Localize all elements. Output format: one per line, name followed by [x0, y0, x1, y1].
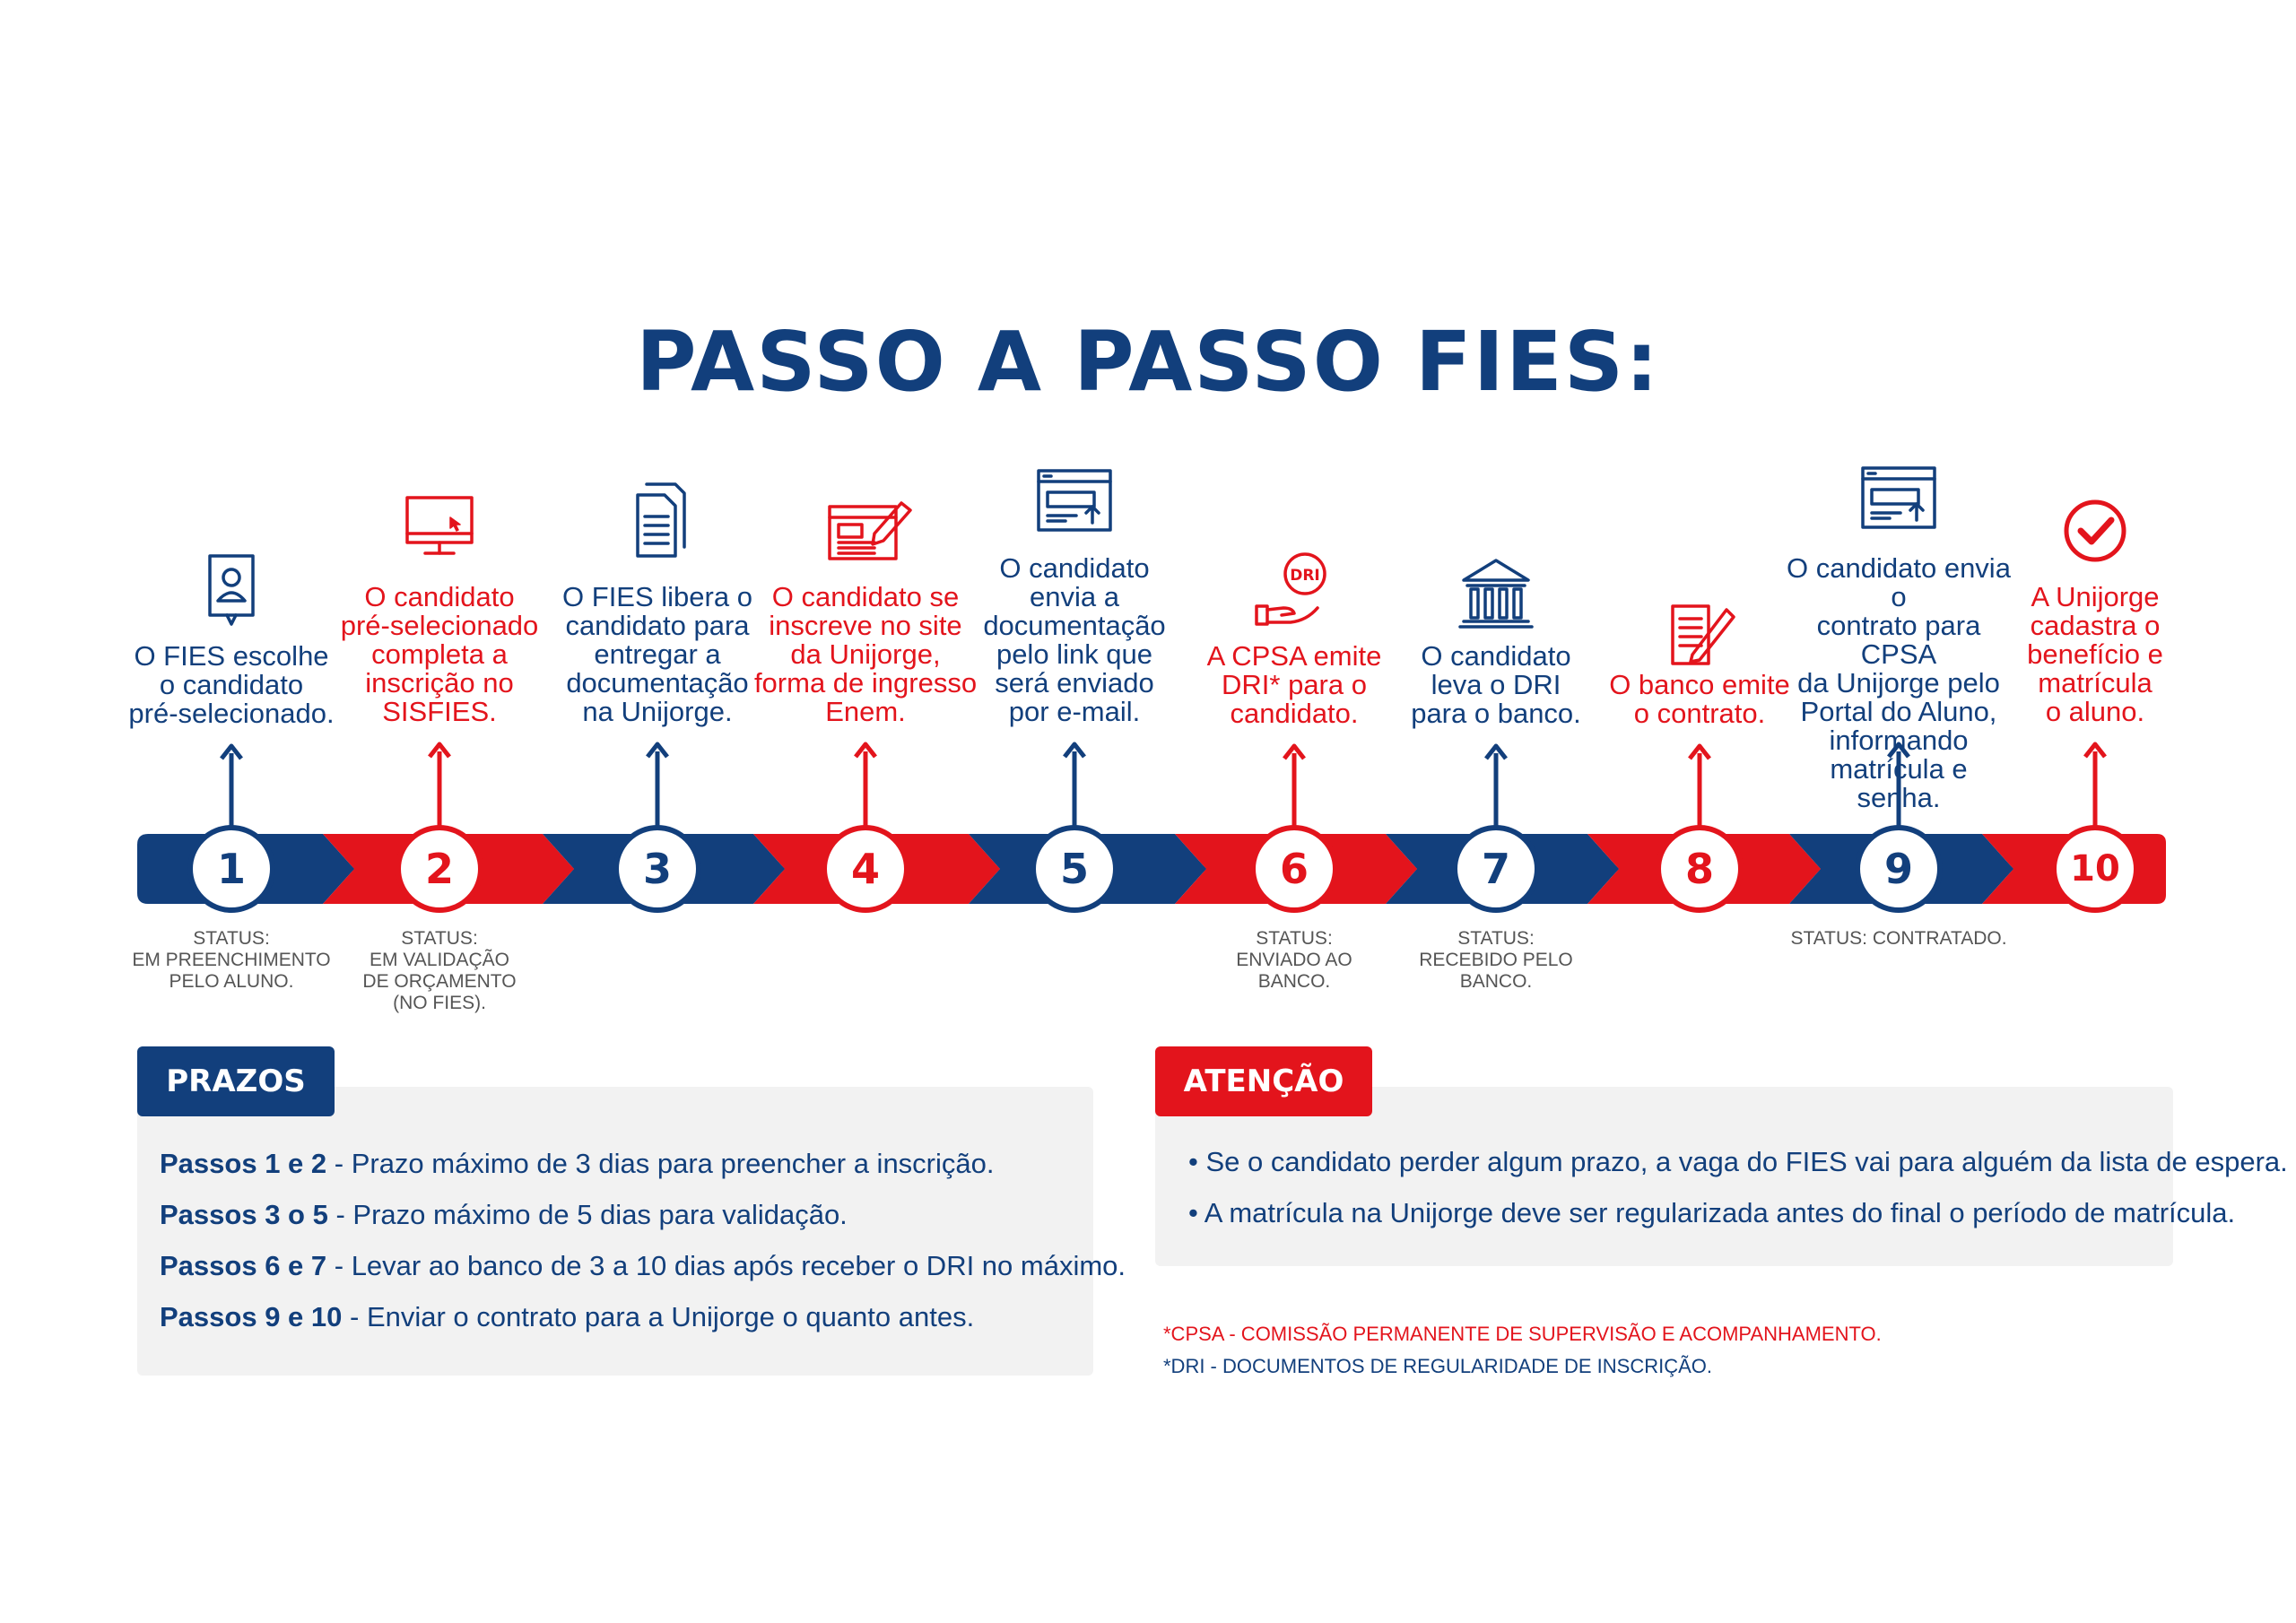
step-description: O candidato pré-selecionado completa a inscrição no SISFIES.: [340, 581, 539, 727]
computer-monitor-icon: [407, 498, 472, 553]
page-title: PASSO A PASSO FIES:: [636, 314, 1660, 410]
step-number: 1: [216, 845, 246, 893]
step-number: 5: [1059, 845, 1089, 893]
step-description: A Unijorge cadastra o benefício e matrícula o aluno.: [2027, 581, 2163, 727]
step-description: O candidato envia a documentação pelo link que será enviado por e-mail.: [983, 552, 1166, 727]
step-description: O candidato se inscreve no site da Unijorge, forma de ingresso Enem.: [753, 581, 978, 727]
step-description: O FIES libera o candidato para entregar a documentação na Unijorge.: [562, 581, 752, 727]
footnote-cpsa: *CPSA - COMISSÃO PERMANENTE DE SUPERVISÃO E ACOMPANHAMENTO.: [1163, 1323, 1882, 1345]
check-circle-icon: [2066, 502, 2124, 560]
prazo-item: Passos 3 o 5 - Prazo máximo de 5 dias para validação.: [160, 1199, 848, 1230]
step-description: O candidato envia o contrato para CPSA da Unijorge pelo Portal do Aluno, informando matrícula e senha.: [1787, 552, 2011, 813]
atencao-item: • A matrícula na Unijorge deve ser regularizada antes do final o período de matrícula.: [1188, 1197, 2236, 1228]
step-number: 4: [850, 845, 880, 893]
prazo-item: Passos 9 e 10 - Enviar o contrato para a Unijorge o quanto antes.: [160, 1301, 975, 1332]
step-number: 8: [1684, 845, 1714, 893]
step-status: STATUS: EM VALIDAÇÃO DE ORÇAMENTO (NO FIES).: [362, 928, 517, 1013]
atencao-item: • Se o candidato perder algum prazo, a vaga do FIES vai para alguém da lista de espera.: [1188, 1146, 2288, 1177]
footnote-dri: *DRI - DOCUMENTOS DE REGULARIDADE DE INSCRIÇÃO.: [1163, 1355, 1713, 1377]
step-number: 3: [642, 845, 672, 893]
step-number: 10: [2070, 848, 2120, 890]
step-number: 7: [1481, 845, 1510, 893]
user-document-icon: [210, 556, 253, 624]
step-number: 6: [1279, 845, 1309, 893]
step-number: 9: [1883, 845, 1913, 893]
prazo-item: Passos 1 e 2 - Prazo máximo de 3 dias para preencher a inscrição.: [160, 1148, 995, 1179]
step-description: O banco emite o contrato.: [1609, 669, 1790, 729]
step-description: O FIES escolhe o candidato pré-selecionado.: [128, 640, 335, 729]
web-form-pen-icon: [830, 503, 910, 559]
step-description: A CPSA emite DRI* para o candidato.: [1206, 640, 1382, 729]
dri-icon-label: DRI: [1290, 567, 1320, 585]
atencao-tag: ATENÇÃO: [1155, 1046, 1372, 1116]
step-status: STATUS: CONTRATADO.: [1790, 928, 2007, 949]
prazo-item: Passos 6 e 7 - Levar ao banco de 3 a 10 dias após receber o DRI no máximo.: [160, 1250, 1126, 1281]
prazos-tag: PRAZOS: [137, 1046, 335, 1116]
browser-upload-icon: [1039, 471, 1110, 530]
bank-icon: [1460, 560, 1532, 627]
step-status: STATUS: EM PREENCHIMENTO PELO ALUNO.: [132, 928, 331, 992]
step-number: 2: [424, 845, 454, 893]
hand-dri-icon: [1257, 554, 1325, 624]
step-status: STATUS: RECEBIDO PELO BANCO.: [1419, 928, 1573, 992]
contract-pen-icon: [1673, 606, 1734, 664]
step-status: STATUS: ENVIADO AO BANCO.: [1236, 928, 1352, 992]
browser-upload-icon: [1863, 468, 1935, 527]
documents-icon: [638, 484, 684, 556]
step-description: O candidato leva o DRI para o banco.: [1411, 640, 1581, 729]
